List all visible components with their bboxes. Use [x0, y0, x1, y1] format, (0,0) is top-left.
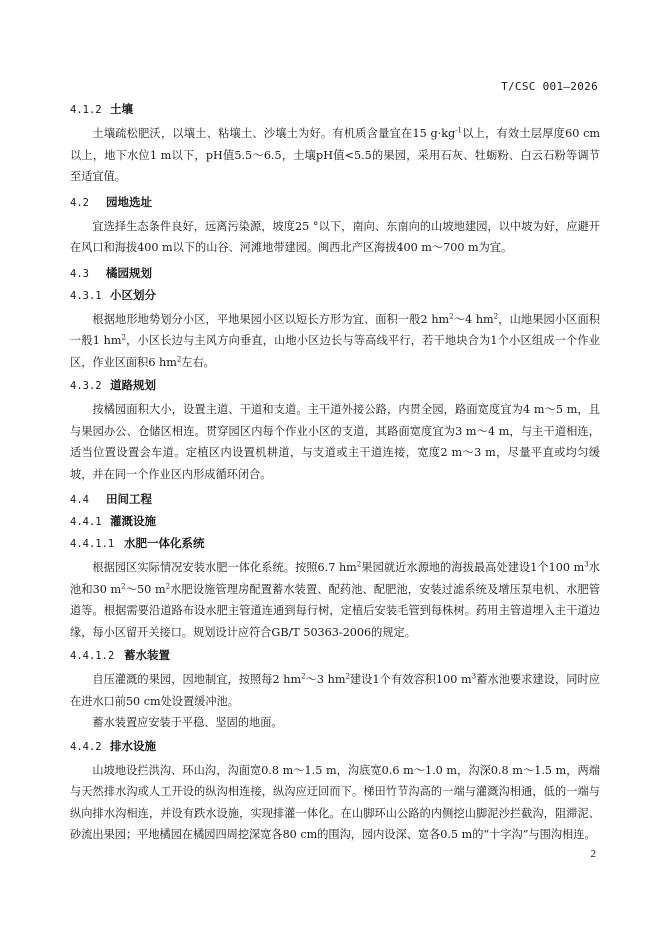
- section-number: 4.2: [70, 196, 89, 209]
- section-title: 小区划分: [110, 287, 156, 302]
- heading-4-4-1: [70, 513, 600, 535]
- document-body: [70, 101, 600, 846]
- section-number: 4.4.1.2: [70, 650, 115, 662]
- paragraph: 蓄水装置应安装于平稳、坚固的地面。: [92, 716, 283, 729]
- section-number: 4.4.2: [70, 740, 102, 753]
- page-number: 2: [590, 848, 596, 860]
- paragraph: 自压灌溉的果园，因地制宜，按照每2 $hm^2\sim 3$ $hm^2$建设1个有效容积100 $m^3$蓄水池要求建设，同时应在进水口前50 cm处设置缓冲池。: [70, 672, 600, 708]
- section-title: 橘园规划: [106, 265, 152, 280]
- section-title: 道路规划: [110, 378, 156, 392]
- heading-4-4: [70, 491, 600, 513]
- section-title: 排水设施: [110, 738, 156, 753]
- document-code: T/CSC 001—2026: [501, 80, 598, 93]
- section-number: 4.4.1: [70, 516, 102, 528]
- section-number: 4.4: [70, 494, 89, 506]
- section-title: 田间工程: [106, 492, 152, 506]
- section-number: 4.3.1: [70, 289, 102, 302]
- heading-4-2: [70, 194, 600, 216]
- paragraph: 土壤疏松肥沃，以壤土、粘壤土、沙壤土为好。有机质含量宜在15 $g\cdot kg^{-1}$以上，有效土层厚度60 cm以上，地下水位1 m以下，pH值5.5～6.5，土壤pH值<5.5的果园，采用石灰、牡蛎粉、白云石粉等调节至适宜值。: [70, 126, 600, 183]
- paragraph: 山坡地设拦洪沟、环山沟，沟面宽0.8 m～1.5 m，沟底宽0.6 m～1.0 m，沟深0.8 m～1.5 m，两端与天然排水沟或人工开设的纵沟相连接，纵沟应迂回而下。梯田竹节沟高的一端与灌溉沟相通，低的一端与纵向排水沟相连，并设有跌水设施，实现排灌一体化。在山脚环山公路的内侧挖山脚泥沙拦截沟，阻滞泥、砂流出果园；平地橘园在橘园四周挖深宽各80 cm的围沟，园内设深、宽各0.5 m的“十字沟”与围沟相连。: [70, 763, 600, 841]
- section-title: 园地选址: [106, 194, 152, 209]
- heading-4-3-1: [70, 287, 600, 309]
- section-title: 土壤: [110, 102, 133, 116]
- heading-4-4-1-2: [70, 647, 600, 669]
- heading-4-4-1-1: [70, 535, 600, 557]
- section-title: 蓄水装置: [124, 648, 170, 662]
- paragraph: 宜选择生态条件良好，远离污染源，坡度25 °以下，南向、东南向的山坡地建园，以中坡为好，应避开在风口和海拔400 m以下的山谷、河滩地带建园。闽西北产区海拔400 m～700 m为宜。: [70, 219, 600, 254]
- heading-4-1-2: [70, 101, 600, 123]
- heading-4-4-2: [70, 738, 600, 760]
- paragraph: 按橘园面积大小，设置主道、干道和支道。主干道外接公路，内贯全园，路面宽度宜为4 m～5 m，且与果园办公、仓储区相连。贯穿园区内每个作业小区的支道，其路面宽度宜为3 m～4 m，与主干道相连，适当位置设置会车道。定植区内设置机耕道，与支道或主干道连接，宽度2 m～3 m，尽量平直或均匀缓坡，并在同一个作业区内形成循环闭合。: [70, 403, 600, 481]
- section-number: 4.1.2: [70, 104, 102, 116]
- paragraph: 根据园区实际情况安装水肥一体化系统。按照6.7 $hm^2$果园就近水源地的海拔最高处建设1个100 $m^3$水池和30 $m^2\sim 50$ $m^2$水肥设施管理房配置蓄水装置、配药池、配肥池，安装过滤系统及增压泵电机、水肥管道等。根据需要沿道路布设水肥主管道连通到每行树，定植后安装毛管到每株树。药用主管道埋入主干道边缘，每小区留开关接口。规划设计应符合GB/T 50363-2006的规定。: [70, 560, 600, 639]
- section-title: 水肥一体化系统: [124, 536, 205, 550]
- section-number: 4.3.2: [70, 380, 102, 392]
- heading-4-3-2: [70, 377, 600, 399]
- paragraph: 根据地形地势划分小区，平地果园小区以短长方形为宜、面积一般2 $hm^2\sim 4$ $hm^2$，山地果园小区面积一般1 $hm^2$，小区长边与主风方向垂直，山地小区边长与等高线平行，若干地块合为1个小区组成一个作业区，作业区面积6 $hm^2$左右。: [70, 311, 600, 369]
- section-number: 4.4.1.1: [70, 538, 115, 550]
- heading-4-3: [70, 265, 600, 287]
- section-number: 4.3: [70, 267, 89, 280]
- section-title: 灌溉设施: [110, 514, 156, 528]
